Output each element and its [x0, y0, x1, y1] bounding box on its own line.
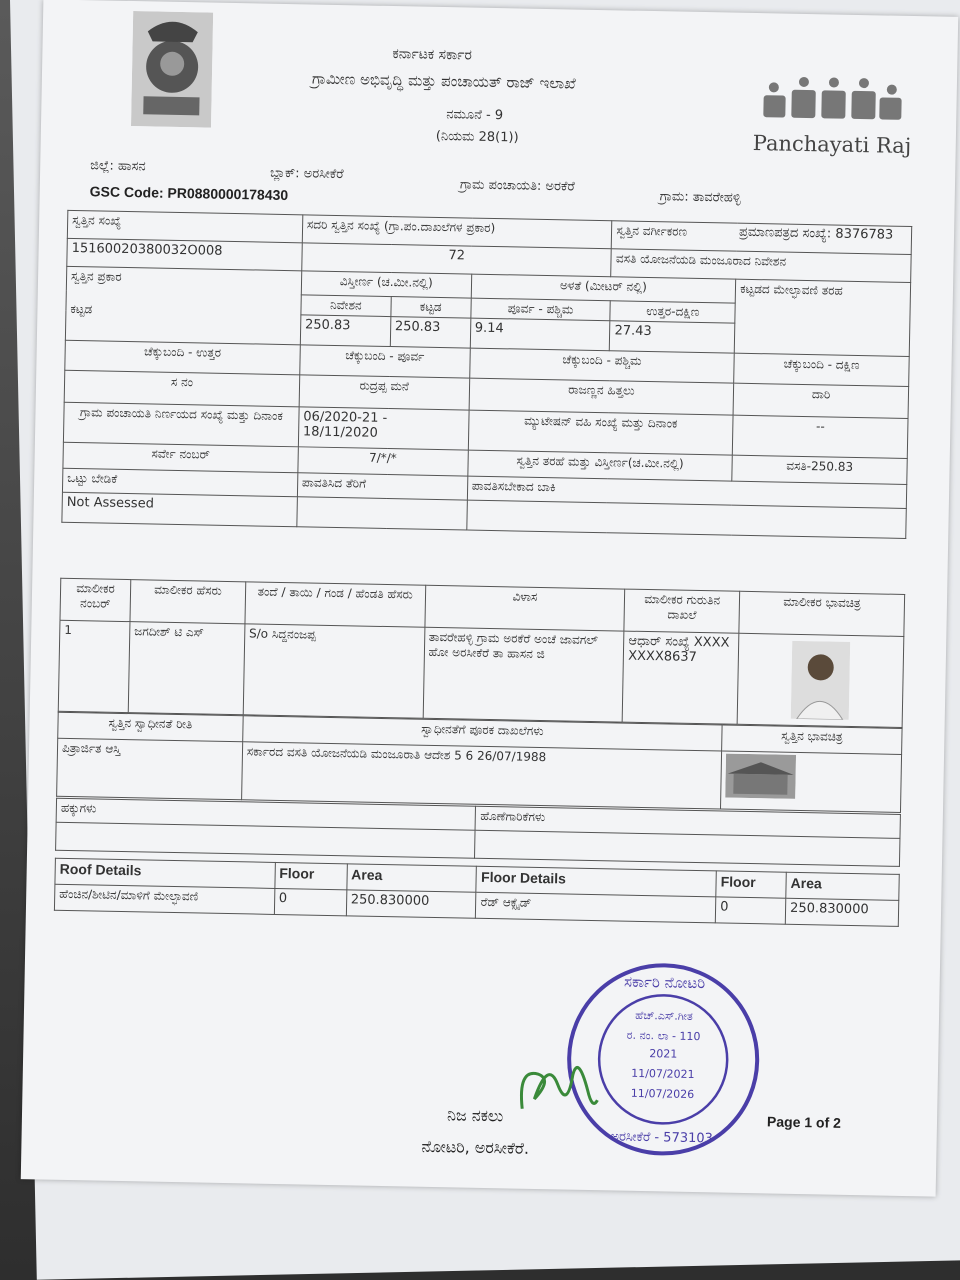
- roof-type-label: ಕಟ್ಟಡದ ಮೇಲ್ಛಾವಣಿ ತರಹ: [734, 279, 910, 356]
- property-type-label: [65, 266, 301, 344]
- owner-photo-icon: [791, 641, 850, 720]
- south-boundary-value: ದಾರಿ: [733, 383, 908, 418]
- floor-floor: 0: [715, 897, 785, 924]
- signature-icon: [512, 1039, 604, 1131]
- notary-label: ನೋಟರಿ, ಅರಸೀಕೆರೆ.: [421, 1136, 530, 1158]
- survey-label: ಸರ್ವೇ ನಂಬರ್: [63, 442, 298, 473]
- roof-floor: 0: [274, 888, 346, 915]
- site-area-value: 250.83: [300, 315, 390, 347]
- total-demand-label: ಒಟ್ಟು ಬೇಡಿಕೆ: [62, 468, 297, 497]
- north-south-label: ಉತ್ತರ-ದಕ್ಷಿಣ: [610, 301, 735, 323]
- survey-value: 7/*/*: [298, 447, 468, 476]
- property-id-value: 15160020380032O008: [67, 238, 302, 271]
- owner-id-header: ಮಾಲೀಕರ ಗುರುತಿನ ದಾಖಲೆ: [624, 589, 740, 633]
- east-boundary-label: ಚೆಕ್ಕುಬಂದಿ - ಪೂರ್ವ: [300, 345, 470, 378]
- resolution-value: 06/2020-21 - 18/11/2020: [298, 407, 469, 450]
- floor-floor-header: Floor: [716, 871, 786, 898]
- floor-type: ರೆಡ್ ಆಕ್ಸೈಡ್: [476, 892, 716, 923]
- rule-number: (ನಿಯಮ 28(1)): [435, 128, 519, 146]
- stamp-year: 2021: [649, 1047, 678, 1061]
- liabilities-label: ಹೊಣೆಗಾರಿಕೆಗಳು: [476, 806, 901, 838]
- west-boundary-label: ಚೆಕ್ಕುಬಂದಿ - ಪಶ್ಚಿಮ: [469, 348, 734, 383]
- gsc-code: GSC Code: PR0880000178430: [89, 183, 289, 204]
- east-boundary-value: ರುದ್ರಪ್ಪ ಮನೆ: [299, 375, 469, 410]
- property-table: [61, 210, 912, 539]
- state-name: ಕರ್ನಾಟಕ ಸರ್ಕಾರ: [392, 46, 473, 64]
- floor-details-header: Floor Details: [476, 866, 716, 897]
- department-name: ಗ್ರಾಮೀಣ ಅಭಿವೃದ್ಧಿ ಮತ್ತು ಪಂಚಾಯತ್ ರಾಜ್ ಇಲಾಖೆ: [311, 69, 576, 93]
- page-number: Page 1 of 2: [766, 1113, 842, 1131]
- south-boundary-label: ಚೆಕ್ಕುಬಂದಿ - ದಕ್ಷಿಣ: [734, 353, 909, 386]
- ownership-docs: ಸರ್ಕಾರದ ವಸತಿ ಯೋಜನೆಯಡಿ ಮಂಜೂರಾತಿ ಆದೇಶ 5 6 26/07/1988: [241, 742, 721, 809]
- north-boundary-label: ಚೆಕ್ಕುಬಂದಿ - ಉತ್ತರ: [65, 340, 300, 375]
- roof-floor-header: Floor: [275, 862, 347, 889]
- property-photo-cell: [721, 751, 902, 812]
- village: ಗ್ರಾಮ: ತಾವರೇಹಳ್ಳಿ: [659, 189, 741, 206]
- owner-photo-cell: [737, 633, 904, 727]
- stamp-pin: ಅರಸೀಕೆರೆ - 573103: [610, 1129, 714, 1147]
- classification-value: ವಸತಿ ಯೋಜನೆಯಡಿ ಮಂಜೂರಾದ ನಿವೇಶನ: [611, 249, 911, 283]
- panchayati-raj-logo-icon: [753, 75, 904, 138]
- owner-name-header: ಮಾಲೀಕರ ಹೆಸರು: [130, 580, 246, 624]
- site-label: ನಿವೇಶನ: [301, 295, 391, 317]
- mutation-label: ಮ್ಯುಟೇಷನ್ ವಹಿ ಸಂಖ್ಯೆ ಮತ್ತು ದಿನಾಂಕ: [468, 410, 733, 455]
- tax-paid-label: ಪಾವತಿಸಿದ ತೆರಿಗೆ: [297, 473, 467, 500]
- property-type-area-value: ವಸತಿ-250.83: [732, 455, 907, 484]
- floor-area: 250.830000: [785, 898, 898, 926]
- property-photo-label: ಸ್ವತ್ತಿನ ಭಾವಚಿತ್ರ: [722, 725, 902, 754]
- form-number: ನಮೂನೆ - 9: [446, 107, 504, 124]
- dimension-label: ಅಳತೆ (ಮೀಟರ್ ನಲ್ಲಿ): [471, 274, 736, 303]
- roof-area-header: Area: [346, 864, 476, 892]
- ownership-mode-label: ಸ್ವತ್ತಿನ ಸ್ವಾಧೀನತೆ ರೀತಿ: [58, 712, 243, 742]
- area-label: ವಿಸ್ತೀರ್ಣ (ಚ.ಮೀ.ನಲ್ಲಿ): [301, 271, 471, 298]
- panchayati-raj-label: Panchayati Raj: [752, 130, 912, 159]
- address-header: ವಿಳಾಸ: [424, 585, 624, 631]
- resolution-label: ಗ್ರಾಮ ಪಂಚಾಯತಿ ನಿರ್ಣಯದ ಸಂಖ್ಯೆ ಮತ್ತು ದಿನಾಂಕ: [63, 402, 299, 447]
- owner-number-header: ಮಾಲೀಕರ ನಂಬರ್: [60, 578, 131, 621]
- gram-panchayat: ಗ್ರಾಮ ಪಂಚಾಯತಿ: ಅರಕೆರೆ: [459, 177, 575, 195]
- owner-name: ಜಗದೀಶ್ ಟಿ ಎಸ್: [128, 622, 245, 715]
- owner-address: ತಾವರೇಹಳ್ಳಿ ಗ್ರಾಮ ಅರಕೆರೆ ಅಂಚೆ ಜಾವಗಲ್ ಹೋ ಅರಸೀಕೆರೆ ತಾ ಹಾಸನ ಜಿ: [423, 627, 624, 722]
- east-west-value: 9.14: [470, 318, 610, 351]
- stamp-name: ಹೆಚ್.ಎಸ್.ಗೀತ: [635, 1008, 693, 1023]
- taluk: ಬ್ಲಾಕ್: ಅರಸೀಕೆರೆ: [269, 165, 344, 183]
- east-west-label: ಪೂರ್ವ - ಪಶ್ಚಿಮ: [471, 298, 611, 321]
- stamp-reg: ರ. ನಂ. ಲಾ - 110: [626, 1028, 701, 1044]
- building-area-value: 250.83: [390, 317, 470, 349]
- ownership-mode: ಪಿತ್ರಾರ್ಜಿತ ಆಸ್ತಿ: [57, 738, 243, 800]
- floor-area-header: Area: [786, 872, 899, 900]
- owner-id: ಆಧಾರ್ ಸಂಖ್ಯೆ XXXXXXXX8637: [622, 631, 739, 724]
- owner-photo-header: ಮಾಲೀಕರ ಭಾವಚಿತ್ರ: [739, 591, 905, 636]
- stamp-to: 11/07/2026: [630, 1086, 695, 1102]
- classification-label: ಸ್ವತ್ತಿನ ವರ್ಗೀಕರಣ: [612, 221, 912, 255]
- rights-label: ಹಕ್ಕುಗಳು: [56, 798, 476, 830]
- owner-table: [58, 578, 905, 728]
- roof-table: [54, 858, 900, 927]
- owner-relation: S/o ಸಿದ್ದನಂಜಪ್ಪ: [243, 624, 424, 718]
- relation-header: ತಂದೆ / ತಾಯಿ / ಗಂಡ / ಹೆಂಡತಿ ಹೆಸರು: [245, 582, 426, 627]
- ownership-table: [56, 712, 902, 813]
- property-type-label-text: ಸ್ವತ್ತಿನ ಪ್ರಕಾರ: [70, 268, 122, 284]
- north-south-value: 27.43: [610, 321, 735, 353]
- property-photo-icon: [725, 754, 796, 799]
- west-boundary-value: ರಾಜಣ್ಣನ ಹಿತ್ತಲು: [469, 378, 734, 415]
- mutation-value: --: [733, 415, 909, 458]
- district: ಜಿಲ್ಲೆ: ಹಾಸನ: [90, 158, 146, 175]
- balance-label: ಪಾವತಿಸಬೇಕಾದ ಬಾಕಿ: [467, 476, 907, 508]
- true-copy-label: ನಿಜ ನಕಲು: [446, 1105, 504, 1126]
- north-boundary-value: ಸ ನಂ: [64, 370, 299, 407]
- property-type-area-label: ಸ್ವತ್ತಿನ ತರಹೆ ಮತ್ತು ವಿಸ್ತೀರ್ಣ(ಚ.ಮೀ.ನಲ್ಲಿ): [467, 450, 732, 481]
- roof-area: 250.830000: [346, 890, 476, 918]
- sub-id-label: ಸದರಿ ಸ್ವತ್ತಿನ ಸಂಖ್ಯೆ (ಗ್ರಾ.ಪಂ.ದಾಖಲೆಗಳ ಪ್ರಕಾರ): [302, 215, 612, 249]
- owner-number: 1: [58, 620, 130, 712]
- sub-id-value: 72: [302, 243, 612, 277]
- certificate-number: ಪ್ರಮಾಣಪತ್ರದ ಸಂಖ್ಯೆ: 8376783: [738, 224, 894, 243]
- ownership-docs-label: ಸ್ವಾಧೀನತೆಗೆ ಪೂರಕ ದಾಖಲೆಗಳು: [242, 716, 722, 751]
- roof-type: ಹೆಂಚಿನ/ಶೀಟಿನ/ಮಾಳಿಗೆ ಮೇಲ್ಛಾವಣಿ: [54, 884, 274, 914]
- roof-details-header: Roof Details: [55, 858, 275, 888]
- property-id-label: ಸ್ವತ್ತಿನ ಸಂಖ್ಯೆ: [67, 210, 302, 243]
- karnataka-emblem-icon: [131, 11, 213, 128]
- property-type-value: ಕಟ್ಟಡ: [70, 301, 93, 317]
- building-label: ಕಟ್ಟಡ: [391, 297, 471, 319]
- stamp-from: 11/07/2021: [631, 1066, 695, 1082]
- document-page: [21, 0, 958, 1197]
- total-demand-value: Not Assessed: [62, 492, 297, 527]
- stamp-top-text: ಸರ್ಕಾರಿ ನೋಟರಿ: [623, 972, 706, 993]
